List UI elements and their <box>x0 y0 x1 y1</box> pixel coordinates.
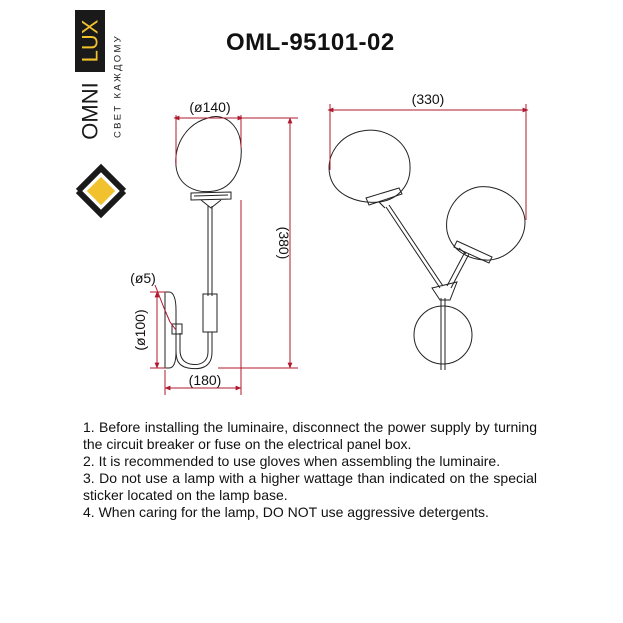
side-view-connector <box>172 324 182 334</box>
side-view-arm <box>180 333 208 365</box>
logo-name-part1: OMNI <box>77 82 103 140</box>
front-view-shade-left <box>329 130 410 202</box>
logo-tagline: СВЕТ КАЖДОМУ <box>112 34 124 138</box>
side-view-switch <box>203 294 217 332</box>
note-2: 2. It is recommended to use gloves when assembling the luminaire. <box>83 453 501 469</box>
dimension-screw-diameter: (ø5) <box>130 270 156 286</box>
dimension-width: (330) <box>411 91 445 107</box>
installation-notes <box>83 419 537 521</box>
front-view-wall-plate <box>414 306 472 364</box>
front-view <box>329 130 525 370</box>
side-view-wall-plate <box>165 292 176 368</box>
note-4: 4. When caring for the lamp, DO NOT use aggressive detergents. <box>83 504 489 520</box>
side-view-socket <box>201 200 221 208</box>
side-view-dimensions <box>150 115 298 395</box>
dimension-shade-diameter: (ø140) <box>189 99 231 115</box>
product-title: OML-95101-02 <box>226 29 395 56</box>
dimension-depth: (180) <box>188 372 222 388</box>
dimension-base-diameter: (ø100) <box>132 309 148 351</box>
dimension-height: (380) <box>276 226 292 260</box>
side-view-shade <box>176 117 241 192</box>
note-3: 3. Do not use a lamp with a higher wattage than indicated on the special sticker located on the lamp base. <box>83 470 537 503</box>
note-1: 1. Before installing the luminaire, disconnect the power supply by turning the circuit breaker or fuse on the electrical panel box. <box>83 419 537 452</box>
front-view-arm-right <box>447 252 465 286</box>
front-view-dimensions <box>328 104 528 220</box>
logo-name-part2: LUX <box>77 19 103 63</box>
front-view-arm-left <box>386 207 440 288</box>
